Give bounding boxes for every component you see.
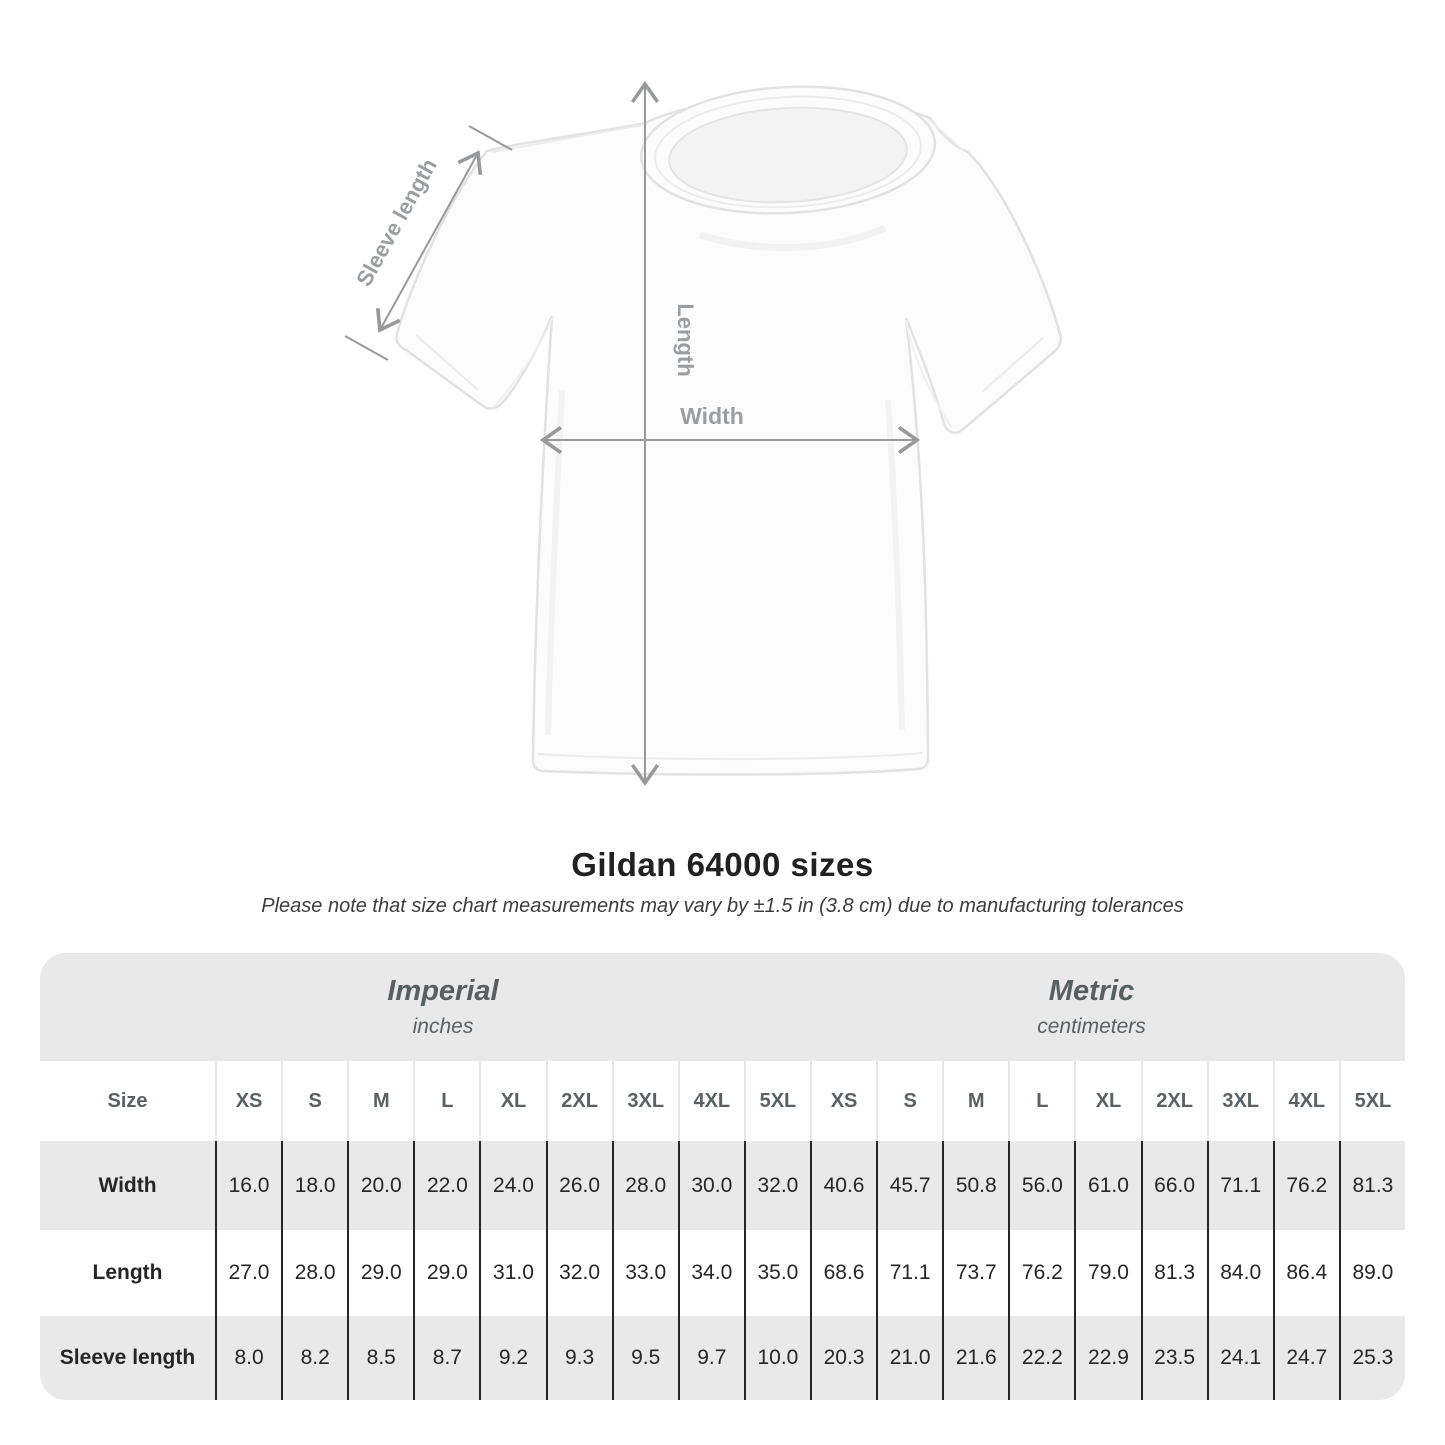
metric-size-l: L bbox=[1008, 1061, 1074, 1141]
imperial-size-l: L bbox=[413, 1061, 479, 1141]
value-cell: 34.0 bbox=[678, 1230, 744, 1316]
value-cell: 24.0 bbox=[479, 1141, 545, 1230]
imperial-size-4xl: 4XL bbox=[678, 1061, 744, 1141]
value-cell: 50.8 bbox=[942, 1141, 1008, 1230]
metric-size-5xl: 5XL bbox=[1339, 1061, 1405, 1141]
value-cell: 21.0 bbox=[876, 1316, 942, 1400]
value-cell: 16.0 bbox=[215, 1141, 281, 1230]
value-cell: 8.0 bbox=[215, 1316, 281, 1400]
value-cell: 31.0 bbox=[479, 1230, 545, 1316]
value-cell: 33.0 bbox=[612, 1230, 678, 1316]
metric-size-xl: XL bbox=[1074, 1061, 1140, 1141]
value-cell: 21.6 bbox=[942, 1316, 1008, 1400]
value-cell: 28.0 bbox=[281, 1230, 347, 1316]
imperial-size-m: M bbox=[347, 1061, 413, 1141]
value-cell: 26.0 bbox=[546, 1141, 612, 1230]
value-cell: 71.1 bbox=[876, 1230, 942, 1316]
imperial-size-xl: XL bbox=[479, 1061, 545, 1141]
value-cell: 35.0 bbox=[744, 1230, 810, 1316]
metric-size-xs: XS bbox=[810, 1061, 876, 1141]
width-row-label: Width bbox=[40, 1141, 215, 1230]
value-cell: 71.1 bbox=[1207, 1141, 1273, 1230]
length-label: Length bbox=[673, 303, 698, 377]
value-cell: 66.0 bbox=[1141, 1141, 1207, 1230]
imperial-size-xs: XS bbox=[215, 1061, 281, 1141]
value-cell: 24.1 bbox=[1207, 1316, 1273, 1400]
unit-group-row bbox=[40, 953, 1405, 1061]
value-cell: 22.2 bbox=[1008, 1316, 1074, 1400]
value-cell: 29.0 bbox=[347, 1230, 413, 1316]
imperial-size-3xl: 3XL bbox=[612, 1061, 678, 1141]
value-cell: 8.5 bbox=[347, 1316, 413, 1400]
metric-label: Metric bbox=[1048, 975, 1135, 1007]
width-label: Width bbox=[680, 403, 744, 429]
value-cell: 22.0 bbox=[413, 1141, 479, 1230]
value-cell: 25.3 bbox=[1339, 1316, 1405, 1400]
width-row bbox=[40, 1141, 1405, 1230]
value-cell: 22.9 bbox=[1074, 1316, 1140, 1400]
value-cell: 84.0 bbox=[1207, 1230, 1273, 1316]
sleeve-length-row bbox=[40, 1316, 1405, 1400]
value-cell: 9.7 bbox=[678, 1316, 744, 1400]
value-cell: 32.0 bbox=[744, 1141, 810, 1230]
value-cell: 73.7 bbox=[942, 1230, 1008, 1316]
sleeve-row-label: Sleeve length bbox=[40, 1316, 215, 1400]
length-row-label: Length bbox=[40, 1230, 215, 1316]
value-cell: 76.2 bbox=[1008, 1230, 1074, 1316]
value-cell: 20.3 bbox=[810, 1316, 876, 1400]
value-cell: 28.0 bbox=[612, 1141, 678, 1230]
size-table bbox=[40, 953, 1405, 1400]
tolerance-note: Please note that size chart measurements may vary by ±1.5 in (3.8 cm) due to manufacturing tolerances bbox=[261, 895, 1184, 917]
metric-size-3xl: 3XL bbox=[1207, 1061, 1273, 1141]
metric-size-m: M bbox=[942, 1061, 1008, 1141]
value-cell: 89.0 bbox=[1339, 1230, 1405, 1316]
value-cell: 76.2 bbox=[1273, 1141, 1339, 1230]
value-cell: 56.0 bbox=[1008, 1141, 1074, 1230]
value-cell: 29.0 bbox=[413, 1230, 479, 1316]
length-row bbox=[40, 1230, 1405, 1316]
value-cell: 81.3 bbox=[1141, 1230, 1207, 1316]
size-header-row bbox=[40, 1061, 1405, 1141]
value-cell: 61.0 bbox=[1074, 1141, 1140, 1230]
value-cell: 30.0 bbox=[678, 1141, 744, 1230]
value-cell: 8.2 bbox=[281, 1316, 347, 1400]
value-cell: 40.6 bbox=[810, 1141, 876, 1230]
value-cell: 32.0 bbox=[546, 1230, 612, 1316]
value-cell: 45.7 bbox=[876, 1141, 942, 1230]
metric-size-4xl: 4XL bbox=[1273, 1061, 1339, 1141]
value-cell: 10.0 bbox=[744, 1316, 810, 1400]
value-cell: 8.7 bbox=[413, 1316, 479, 1400]
sleeve-length-label: Sleeve length bbox=[351, 154, 442, 291]
imperial-group-header bbox=[40, 953, 810, 1061]
value-cell: 23.5 bbox=[1141, 1316, 1207, 1400]
value-cell: 9.2 bbox=[479, 1316, 545, 1400]
value-cell: 81.3 bbox=[1339, 1141, 1405, 1230]
imperial-size-5xl: 5XL bbox=[744, 1061, 810, 1141]
imperial-size-s: S bbox=[281, 1061, 347, 1141]
value-cell: 9.3 bbox=[546, 1316, 612, 1400]
value-cell: 27.0 bbox=[215, 1230, 281, 1316]
page-title: Gildan 64000 sizes bbox=[571, 846, 874, 883]
imperial-label: Imperial bbox=[387, 975, 499, 1007]
imperial-size-2xl: 2XL bbox=[546, 1061, 612, 1141]
metric-group-header bbox=[810, 953, 1405, 1061]
value-cell: 86.4 bbox=[1273, 1230, 1339, 1316]
size-column-header: Size bbox=[40, 1061, 215, 1141]
metric-unit: centimeters bbox=[1037, 1015, 1146, 1038]
value-cell: 24.7 bbox=[1273, 1316, 1339, 1400]
imperial-unit: inches bbox=[412, 1015, 474, 1038]
value-cell: 68.6 bbox=[810, 1230, 876, 1316]
metric-size-2xl: 2XL bbox=[1141, 1061, 1207, 1141]
metric-size-s: S bbox=[876, 1061, 942, 1141]
value-cell: 20.0 bbox=[347, 1141, 413, 1230]
value-cell: 18.0 bbox=[281, 1141, 347, 1230]
value-cell: 79.0 bbox=[1074, 1230, 1140, 1316]
value-cell: 9.5 bbox=[612, 1316, 678, 1400]
